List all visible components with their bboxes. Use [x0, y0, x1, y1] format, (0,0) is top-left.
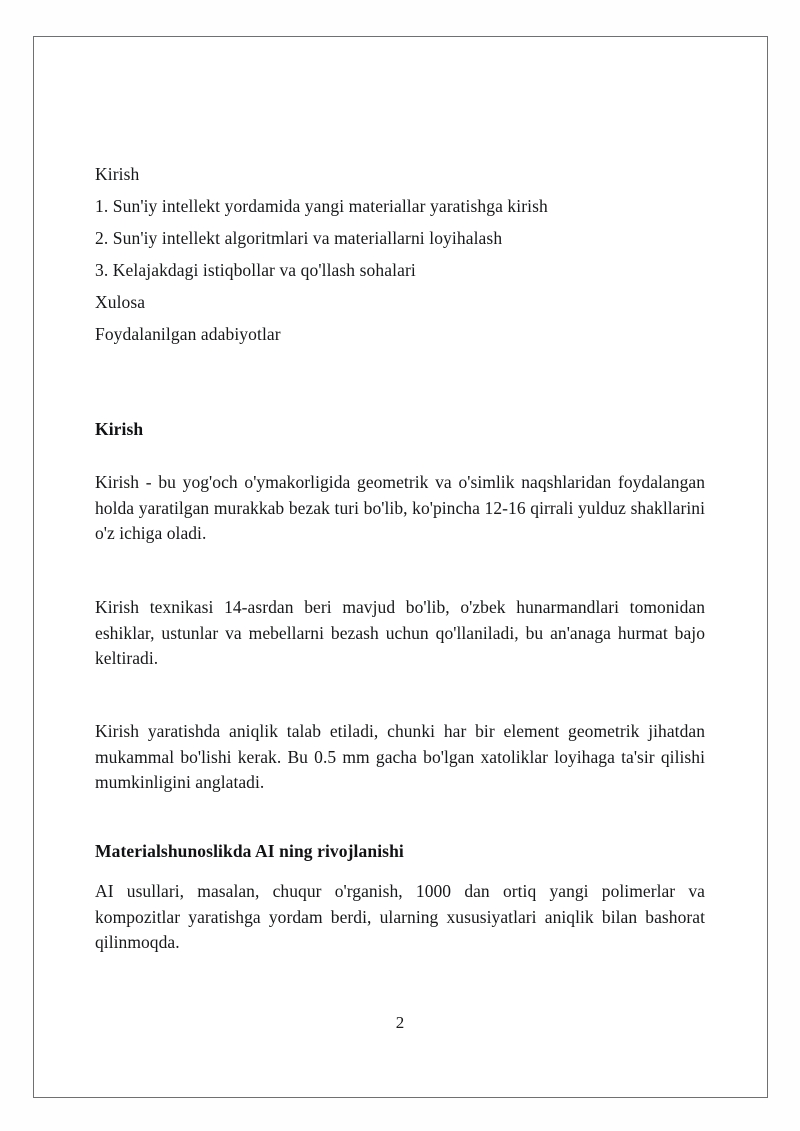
section-heading-ai: Materialshunoslikda AI ning rivojlanishi [95, 841, 404, 861]
page-content [95, 0, 705, 1131]
toc-item-references: Foydalanilgan adabiyotlar [95, 324, 281, 344]
table-of-contents [95, 158, 705, 350]
paragraph-kirish-2: Kirish texnikasi 14-asrdan beri mavjud bo'lib, o'zbek hunarmandlari tomonidan eshiklar, ustunlar va mebellarni bezash uchun qo'llaniladi, bu an'anaga hurmat bajo keltiradi. [95, 597, 705, 668]
paragraph-kirish-1: Kirish - bu yog'och o'ymakorligida geometrik va o'simlik naqshlaridan foydalangan holda yaratilgan murakkab bezak turi bo'lib, ko'pincha 12-16 qirrali yulduz shakllarini o'z ichiga oladi. [95, 472, 705, 543]
toc-item-xulosa: Xulosa [95, 292, 146, 312]
toc-item-2: 2. Sun'iy intellekt algoritmlari va materiallarni loyihalash [95, 228, 503, 248]
section-heading-kirish: Kirish [95, 419, 144, 439]
toc-item-3: 3. Kelajakdagi istiqbollar va qo'llash sohalari [95, 260, 416, 280]
paragraph-kirish-3: Kirish yaratishda aniqlik talab etiladi, chunki har bir element geometrik jihatdan mukammal bo'lishi kerak. Bu 0.5 mm gacha bo'lgan xatoliklar loyihaga ta'sir qilishi mumkinligini anglatadi. [95, 721, 705, 792]
paragraph-ai-1: AI usullari, masalan, chuqur o'rganish, 1000 dan ortiq yangi polimerlar va kompozitlar yaratishga yordam berdi, ularning xususiyatlari aniqlik bilan bashorat qilinmoqda. [95, 881, 705, 952]
page-number: 2 [395, 1013, 405, 1032]
toc-item-kirish: Kirish [95, 164, 140, 184]
toc-item-1: 1. Sun'iy intellekt yordamida yangi materiallar yaratishga kirish [95, 196, 548, 216]
